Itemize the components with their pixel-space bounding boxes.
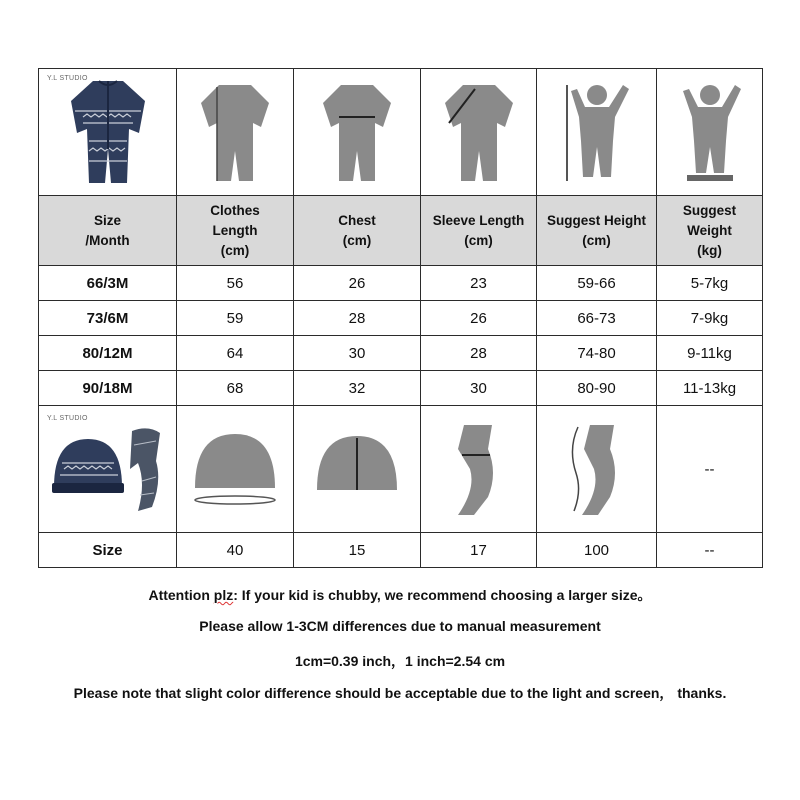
- header-sleeve-length: Sleeve Length (cm): [421, 196, 537, 266]
- weight-cell: 11-13kg: [657, 371, 763, 406]
- sleeve-cell: 23: [421, 266, 537, 301]
- accessories-photo-cell: [39, 406, 177, 533]
- brand-watermark: Y.L STUDIO: [47, 75, 88, 82]
- scarf-width-diagram-cell: [421, 406, 537, 533]
- length-cell: 68: [177, 371, 294, 406]
- child-weight-icon: [675, 77, 745, 187]
- child-height-icon: [557, 77, 637, 187]
- weight-cell: 5-7kg: [657, 266, 763, 301]
- accessories-image-row: [39, 406, 763, 533]
- header-row: [39, 196, 763, 266]
- chest-cell: 32: [294, 371, 421, 406]
- sleeve-diagram-cell: [421, 69, 537, 196]
- weight-cell: 7-9kg: [657, 301, 763, 336]
- header-suggest-weight: Suggest Weight (kg): [657, 196, 763, 266]
- hat-height-value: 15: [294, 533, 421, 568]
- height-cell: 80-90: [537, 371, 657, 406]
- header-clothes-length: Clothes Length (cm): [177, 196, 294, 266]
- hat-scarf-product-photo: [48, 411, 168, 521]
- scarf-length-diagram-cell: [537, 406, 657, 533]
- height-cell: 74-80: [537, 336, 657, 371]
- sleeve-cell: 26: [421, 301, 537, 336]
- hat-height-diagram-cell: [294, 406, 421, 533]
- table-row: [39, 266, 763, 301]
- romper-length-diagram-icon: [195, 77, 275, 187]
- weight-diagram-cell: [657, 69, 763, 196]
- romper-sleeve-diagram-icon: [439, 77, 519, 187]
- table-row: [39, 301, 763, 336]
- accessories-size-row: [39, 533, 763, 568]
- scarf-width-diagram-icon: [444, 419, 514, 519]
- romper-chest-diagram-icon: [317, 77, 397, 187]
- hat-width-diagram-cell: [177, 406, 294, 533]
- header-size: Size /Month: [39, 196, 177, 266]
- romper-photo-cell: [39, 69, 177, 196]
- length-cell: 64: [177, 336, 294, 371]
- brand-watermark: Y.L STUDIO: [47, 415, 88, 422]
- header-suggest-height: Suggest Height (cm): [537, 196, 657, 266]
- note-conversion: 1cm=0.39 inch，1 inch=2.54 cm: [294, 653, 506, 669]
- size-chart-table: [38, 68, 763, 568]
- header-chest: Chest (cm): [294, 196, 421, 266]
- weight-cell: 9-11kg: [657, 336, 763, 371]
- sleeve-cell: 30: [421, 371, 537, 406]
- length-cell: 59: [177, 301, 294, 336]
- note-color-difference: Please note that slight color difference should be acceptable due to the light and screen， thanks.: [73, 685, 727, 701]
- table-row: [39, 371, 763, 406]
- chest-cell: 28: [294, 301, 421, 336]
- size-cell: 66/3M: [39, 266, 177, 301]
- note-chubby: Attention plz: If your kid is chubby, we recommend choosing a larger size。: [148, 587, 652, 603]
- image-row: [39, 69, 763, 196]
- chest-cell: 30: [294, 336, 421, 371]
- size-cell: 73/6M: [39, 301, 177, 336]
- scarf-width-value: 17: [421, 533, 537, 568]
- chest-cell: 26: [294, 266, 421, 301]
- height-cell: 59-66: [537, 266, 657, 301]
- scarf-length-diagram-icon: [562, 419, 632, 519]
- size-cell: 90/18M: [39, 371, 177, 406]
- romper-product-photo: [63, 71, 153, 191]
- height-diagram-cell: [537, 69, 657, 196]
- hat-width-value: 40: [177, 533, 294, 568]
- length-diagram-cell: [177, 69, 294, 196]
- note-measurement: Please allow 1-3CM differences due to manual measurement: [199, 618, 601, 634]
- height-cell: 66-73: [537, 301, 657, 336]
- length-cell: 56: [177, 266, 294, 301]
- size-cell: 80/12M: [39, 336, 177, 371]
- chest-diagram-cell: [294, 69, 421, 196]
- hat-width-diagram-icon: [185, 424, 285, 514]
- hat-height-diagram-icon: [307, 424, 407, 514]
- sleeve-cell: 28: [421, 336, 537, 371]
- table-row: [39, 336, 763, 371]
- size-cell: Size: [39, 533, 177, 568]
- empty-value: --: [657, 533, 763, 568]
- accessories-empty-cell: --: [657, 406, 763, 533]
- scarf-length-value: 100: [537, 533, 657, 568]
